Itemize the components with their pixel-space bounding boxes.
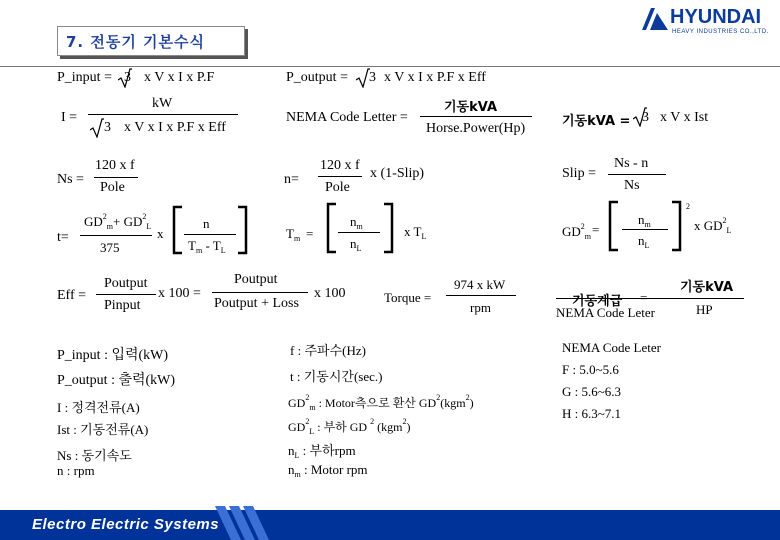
legend-left-item: n : rpm — [57, 463, 95, 478]
footer-stripes-icon — [215, 506, 275, 540]
gdm-lhs: $GD^2_m$ — [562, 222, 592, 241]
nema-den: Horse.Power(Hp) — [426, 121, 526, 136]
n-lhs: n= — [284, 172, 299, 187]
eff2-den: Poutput + Loss — [214, 296, 299, 311]
slip-lhs: Slip = — [562, 166, 596, 181]
fraction-line — [318, 176, 362, 177]
start-kva-rhs: x V x Ist — [660, 110, 709, 125]
eff-rhs: x 100 = — [158, 286, 201, 301]
class-den-b: HP — [696, 302, 713, 317]
sqrt-icon — [90, 118, 104, 138]
title-box — [57, 26, 245, 56]
fraction-line — [212, 292, 308, 293]
torque-num: 974 x kW — [454, 277, 506, 292]
t-inner-num: n — [203, 216, 210, 231]
hyundai-logo-icon — [642, 8, 668, 30]
p-input-rhs: x V x I x P.F — [144, 70, 215, 85]
t-lhs: t= — [57, 230, 69, 245]
legend-left-item: I : 정격전류(A) — [57, 400, 140, 415]
current-three: 3 — [104, 120, 111, 135]
tm-rhs: x $T_L$ — [404, 224, 427, 241]
fraction-line — [80, 235, 152, 236]
n-num: 120 x f — [320, 158, 360, 173]
bracket-left-icon — [324, 202, 338, 254]
start-kva-lhs: 기동kVA = — [562, 114, 631, 129]
nema-code-item: G : 5.6~6.3 — [562, 384, 622, 399]
slip-num: Ns - n — [614, 156, 649, 171]
class-den-a: NEMA Code Leter — [556, 305, 655, 320]
bracket-right-icon — [236, 205, 250, 255]
legend-mid-t: t : 기동시간(sec.) — [290, 369, 383, 384]
nema-code-title: NEMA Code Leter — [562, 340, 661, 355]
header-divider — [0, 66, 780, 67]
page-number: 19 — [742, 516, 757, 531]
p-input-three: 3 — [124, 70, 131, 85]
t-inner-den: $T_m - T_L$ — [188, 238, 226, 255]
bracket-right-icon — [670, 200, 684, 252]
fraction-line — [94, 177, 138, 178]
eff-lhs: Eff = — [57, 288, 87, 303]
n-rhs: x (1-Slip) — [370, 166, 425, 181]
bracket-left-icon — [606, 200, 620, 252]
p-output-lhs: P_output = — [286, 70, 348, 85]
fraction-line — [622, 229, 668, 230]
class-lhs: 기동계급 — [572, 294, 623, 309]
gdm-inner-den: $n_L$ — [638, 233, 650, 250]
legend-left-item: P_output : 출력(kW) — [57, 373, 176, 388]
eff-num: Poutput — [104, 276, 148, 291]
legend-mid-nl: $n_L$ : 부하rpm — [288, 443, 356, 460]
torque-lhs: Torque = — [384, 290, 432, 305]
fraction-line — [96, 294, 156, 295]
gdm-square: 2 — [686, 202, 690, 211]
t-x: x — [157, 226, 164, 241]
p-output-three: 3 — [369, 70, 376, 85]
legend-left-item: P_input : 입력(kW) — [57, 348, 169, 363]
start-kva-three: 3 — [642, 110, 649, 125]
gdm-inner-num: $n_m$ — [638, 212, 651, 229]
ns-lhs: Ns = — [57, 172, 84, 187]
class-eq: = — [640, 290, 648, 305]
fraction-line — [446, 295, 516, 296]
fraction-line — [184, 234, 236, 235]
t-den: 375 — [100, 240, 120, 255]
fraction-line — [608, 174, 666, 175]
nema-code-item: F : 5.0~5.6 — [562, 362, 619, 377]
nema-code-item: H : 6.3~7.1 — [562, 406, 622, 421]
class-num: 기동kVA — [680, 280, 734, 295]
p-output-rhs: x V x I x P.F x Eff — [384, 70, 486, 85]
tm-inner-num: $n_m$ — [350, 214, 363, 231]
ns-num: 120 x f — [95, 158, 135, 173]
eff2-num: Poutput — [234, 272, 278, 287]
ns-den: Pole — [100, 180, 125, 195]
legend-left-item: Ns : 동기속도 — [57, 448, 132, 463]
tm-lhs: $T_m$ — [286, 226, 301, 243]
footer-text: Electro Electric Systems — [32, 516, 220, 533]
legend-mid-gdm: $GD^2_m$ : Motor측으로 환산 $GD^2(kgm^2)$ — [288, 393, 474, 412]
gdm-eq: = — [592, 222, 600, 237]
nema-num: 기동kVA — [444, 100, 498, 115]
legend-mid-nm: $n_m$ : Motor rpm — [288, 462, 368, 479]
nema-lhs: NEMA Code Letter = — [286, 110, 408, 125]
torque-den: rpm — [470, 300, 491, 315]
eff2-rhs: x 100 — [314, 286, 346, 301]
current-lhs: I = — [61, 110, 78, 125]
fraction-line — [420, 116, 532, 117]
logo-name: HYUNDAI — [670, 6, 762, 28]
n-den: Pole — [325, 180, 350, 195]
t-num: $GD^2_m+ GD^2_L$ — [84, 212, 152, 231]
bracket-right-icon — [382, 202, 396, 254]
fraction-line — [556, 298, 744, 299]
fraction-line — [338, 232, 380, 233]
slip-den: Ns — [624, 178, 640, 193]
logo-subtitle: HEAVY INDUSTRIES CO.,LTD. — [672, 29, 769, 35]
page-title: 7. 전동기 기본수식 — [66, 33, 206, 51]
legend-left-item: Ist : 기동전류(A) — [57, 422, 149, 437]
p-input-lhs: P_input = — [57, 70, 112, 85]
legend-mid-gdl: $GD^2_L$ : 부하 GD $^2$ (kgm$^2$) — [288, 417, 411, 436]
legend-mid-f: f : 주파수(Hz) — [290, 343, 366, 358]
sqrt-icon — [356, 68, 370, 88]
gdm-rhs: x $GD^2_L$ — [694, 216, 732, 235]
bracket-left-icon — [170, 205, 184, 255]
tm-eq: = — [306, 226, 314, 241]
current-num: kW — [152, 96, 173, 111]
eff-den: Pinput — [104, 298, 141, 313]
current-den: x V x I x P.F x Eff — [124, 120, 226, 135]
fraction-line — [88, 114, 238, 115]
tm-inner-den: $n_L$ — [350, 236, 362, 253]
